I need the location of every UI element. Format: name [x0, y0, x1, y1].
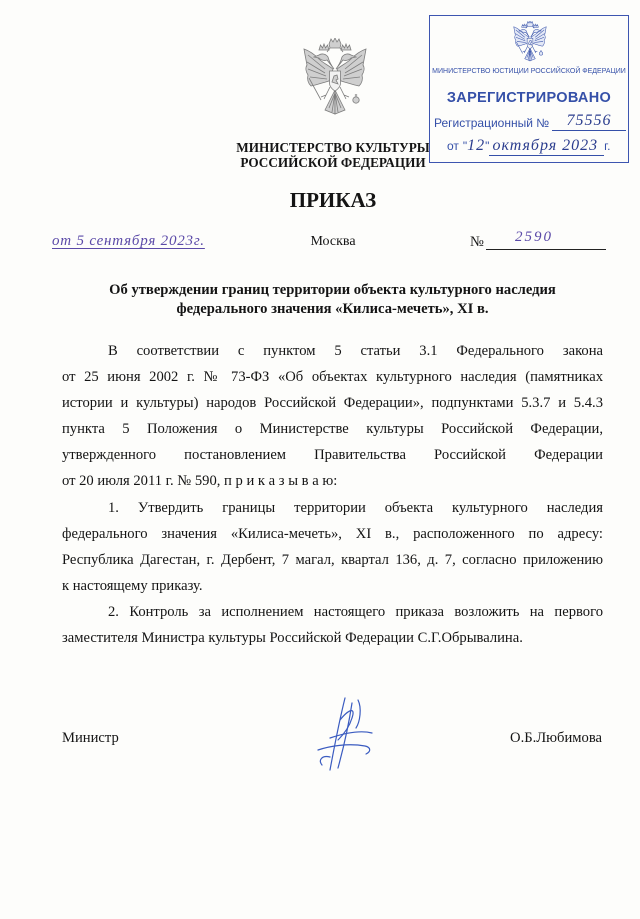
- stamp-status: ЗАРЕГИСТРИРОВАНО: [446, 90, 612, 106]
- stamp-date-suffix: г.: [604, 139, 611, 153]
- body-line: федерального значения «Килиса-мечеть», XI в., расположенного по адресу:: [62, 525, 603, 542]
- order-title-line: Об утверждении границ территории объекта культурного наследия: [109, 282, 556, 298]
- body-line: истории и культуры) народов Российской Федерации», подпунктами 5.3.7 и 5.4.3: [62, 395, 603, 412]
- handwritten-signature: [300, 688, 400, 780]
- registration-stamp: [429, 15, 629, 163]
- stamp-quote-open: ": [462, 139, 468, 153]
- body-line: к настоящему приказу.: [62, 577, 203, 594]
- order-number: 2590: [515, 229, 553, 245]
- order-city: Москва: [310, 234, 356, 249]
- body-line: от 20 июля 2011 г. № 590, п р и к а з ы в а ю:: [62, 473, 338, 490]
- body-line: Республика Дагестан, г. Дербент, 7 магал, квартал 136, д. 7, согласно приложению: [62, 551, 603, 568]
- coat-of-arms-icon: [300, 38, 370, 122]
- order-number-underline: [486, 249, 606, 250]
- body-line: 1. Утвердить границы территории объекта культурного наследия: [108, 499, 603, 516]
- ministry-name-line2: РОССИЙСКОЙ ФЕДЕРАЦИИ: [240, 155, 426, 170]
- signatory-position: Министр: [62, 730, 119, 746]
- stamp-reg-number: 75556: [552, 112, 626, 131]
- stamp-date-day: 12: [467, 137, 486, 154]
- stamp-authority: МИНИСТЕРСТВО ЮСТИЦИИ РОССИЙСКОЙ ФЕДЕРАЦИИ: [432, 68, 626, 75]
- body-line: от 25 июня 2002 г. № 73-ФЗ «Об объектах культурного наследия (памятниках: [62, 369, 603, 386]
- order-number-label: №: [470, 234, 484, 250]
- order-body: [62, 338, 603, 651]
- stamp-quote-close: ": [485, 139, 490, 153]
- ministry-name-line1: МИНИСТЕРСТВО КУЛЬТУРЫ: [236, 140, 430, 155]
- stamp-reg-label: Регистрационный №: [434, 116, 550, 130]
- stamp-date: [447, 137, 610, 156]
- coat-of-arms-icon: [511, 21, 549, 65]
- stamp-date-prefix: от: [447, 139, 459, 153]
- order-title-line: федерального значения «Килиса-мечеть», XI в.: [176, 301, 489, 317]
- stamp-date-month-year: октября 2023: [489, 137, 604, 156]
- body-line: заместителя Министра культуры Российской Федерации С.Г.Обрывалина.: [62, 630, 523, 647]
- document-type: ПРИКАЗ: [289, 188, 377, 212]
- body-line: пункта 5 Положения о Министерстве культуры Российской Федерации,: [62, 421, 603, 438]
- body-line: утвержденного постановлением Правительства Российской Федерации: [62, 447, 603, 464]
- order-date: от 5 сентября 2023г.: [52, 233, 205, 249]
- signatory-name: О.Б.Любимова: [510, 730, 602, 746]
- body-line: 2. Контроль за исполнением настоящего приказа возложить на первого: [108, 603, 603, 620]
- order-title: [62, 281, 603, 319]
- body-line: В соответствии с пунктом 5 статьи 3.1 Федерального закона: [108, 343, 603, 359]
